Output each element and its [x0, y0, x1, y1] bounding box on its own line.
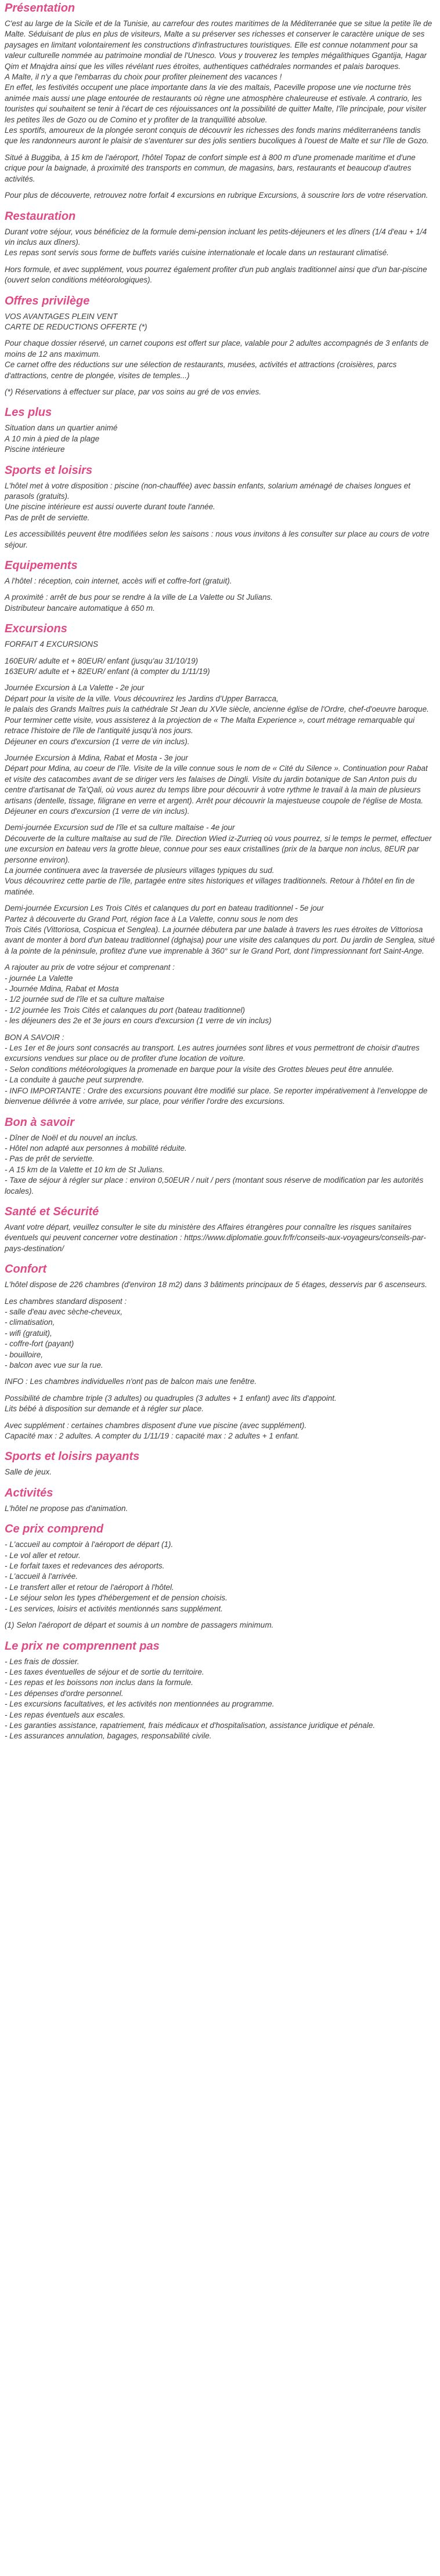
text-line: - Taxe de séjour à régler sur place : environ 0,50EUR / nuit / pers (montant sous réserve de modification par les autorités locales).: [5, 1176, 424, 1195]
text-line: L'hôtel met à votre disposition : piscine (non-chauffée) avec bassin enfants, solarium aménagé de chaises longues et parasols (gratuits).: [5, 481, 410, 501]
section-confort: [5, 1262, 435, 1441]
section-title: Les plus: [5, 406, 52, 419]
text-line: - L'accueil au comptoir à l'aéroport de départ (1).: [5, 1540, 174, 1549]
text-line: INFO : Les chambres individuelles n'ont pas de balcon mais une fenêtre.: [5, 1377, 257, 1386]
paragraph: [5, 1467, 435, 1477]
text-line: - salle d'eau avec sèche-cheveux,: [5, 1307, 122, 1316]
text-line: - Les assurances annulation, bagages, responsabilité civile.: [5, 1731, 212, 1741]
text-line: Pas de prêt de serviette.: [5, 513, 90, 522]
section-title: Ce prix comprend: [5, 1523, 104, 1536]
paragraph: [5, 1620, 435, 1631]
text-line: - climatisation,: [5, 1318, 55, 1327]
section-title: Présentation: [5, 2, 75, 15]
paragraph: [5, 683, 435, 747]
paragraph: [5, 753, 435, 817]
text-line: Salle de jeux.: [5, 1468, 52, 1477]
text-line: Avant votre départ, veuillez consulter le site du ministère des Affaires étrangères pour connaître les risques sanitaires éventuels qui peuvent concerner votre destination : https://www.diplomatie.gouv.fr/fr/conseils-aux-voyageurs/conseils-par-pays-destination/: [5, 1222, 426, 1253]
text-line: - Selon conditions météorologiques la promenade en barque pour la visite des Grottes bleues peut être annulée.: [5, 1064, 394, 1074]
paragraph: [5, 1222, 435, 1254]
paragraph: [5, 962, 435, 1026]
section-title: Santé et Sécurité: [5, 1205, 99, 1218]
text-line: VOS AVANTAGES PLEIN VENT: [5, 311, 118, 321]
section-title: Activités: [5, 1486, 53, 1499]
text-line: - wifi (gratuit),: [5, 1328, 52, 1338]
paragraph: [5, 1032, 435, 1107]
section-sportspayants: [5, 1450, 435, 1477]
paragraph: [5, 265, 435, 286]
paragraph: [5, 190, 435, 201]
text-line: Capacité max : 2 adultes. A compter du 1/11/19 : capacité max : 2 adultes + 1 enfant.: [5, 1432, 300, 1441]
section-noncompris: [5, 1639, 435, 1742]
text-line: Les chambres standard disposent :: [5, 1296, 127, 1306]
paragraph: [5, 481, 435, 524]
text-line: Distributeur bancaire automatique à 650 m.: [5, 603, 155, 613]
paragraph: [5, 656, 435, 677]
paragraph: [5, 823, 435, 897]
paragraph: [5, 1393, 435, 1415]
text-line: Possibilité de chambre triple (3 adultes) ou quadruples (3 adultes + 1 enfant) avec lits d'appoint.: [5, 1393, 337, 1403]
paragraph: [5, 1503, 435, 1514]
text-line: Pour chaque dossier réservé, un carnet coupons est offert sur place, valable pour 2 adultes accompagnés de 3 enfants de moins de 12 ans maximum.: [5, 339, 429, 358]
text-line: Situation dans un quartier animé: [5, 423, 118, 433]
text-line: Lits bébé à disposition sur demande et à régler sur place.: [5, 1404, 204, 1414]
text-line: Journée Excursion à La Valette - 2e jour: [5, 683, 145, 693]
paragraph: [5, 153, 435, 184]
text-line: Journée Excursion à Mdina, Rabat et Mosta - 3e jour: [5, 753, 188, 762]
text-line: - Les dépenses d'ordre personnel.: [5, 1689, 124, 1698]
text-line: - bouilloire,: [5, 1350, 44, 1359]
section-sante: [5, 1205, 435, 1254]
text-line: A Malte, il n'y a que l'embarras du choix pour profiter pleinement des vacances !: [5, 73, 282, 82]
section-offres: [5, 294, 435, 398]
section-title: Equipements: [5, 559, 78, 573]
text-line: Vous découvrirez cette partie de l'île, partagée entre sites historiques et villages traditionnels. Retour à l'hôtel en fin de matinée.: [5, 876, 415, 896]
paragraph: [5, 311, 435, 333]
text-line: - Les excursions facultatives, et les activités non mentionnées au programme.: [5, 1700, 275, 1709]
text-line: - Les garanties assistance, rapatriement, frais médicaux et d'hospitalisation, assistance juridique et pénale.: [5, 1720, 376, 1730]
text-line: Les sportifs, amoureux de la plongée seront conquis de découvrir les richesses des fonds marins méditerranéens tandis que les randonneurs auront le plaisir de s'aventurer sur des jolis sentiers bucoliques à l'ouest de Malte et sur l'île de Gozo.: [5, 126, 429, 146]
text-line: - Les taxes éventuelles de séjour et de sortie du territoire.: [5, 1667, 204, 1676]
section-title: Restauration: [5, 209, 76, 223]
paragraph: [5, 1296, 435, 1371]
text-line: L'hôtel dispose de 226 chambres (d'environ 18 m2) dans 3 bâtiments principaux de 5 étages, desservis par 6 ascenseurs.: [5, 1280, 427, 1289]
text-line: FORFAIT 4 EXCURSIONS: [5, 640, 99, 649]
text-line: Demi-journée Excursion Les Trois Cités et calanques du port en bateau traditionnel - 5e jour: [5, 904, 324, 913]
section-compris: [5, 1522, 435, 1631]
section-title: Offres privilège: [5, 294, 90, 307]
text-line: - 1/2 journée les Trois Cités et calanques du port (bateau traditionnel): [5, 1005, 245, 1015]
text-line: 163EUR/ adulte et + 82EUR/ enfant (à compter du 1/11/19): [5, 667, 210, 676]
text-line: Une piscine intérieure est aussi ouverte durant toute l'année.: [5, 502, 215, 512]
paragraph: [5, 1133, 435, 1197]
paragraph: [5, 423, 435, 455]
section-title: Confort: [5, 1263, 47, 1276]
text-line: Déjeuner en cours d'excursion (1 verre de vin inclus).: [5, 806, 190, 816]
text-line: (*) Réservations à effectuer sur place, par vos soins au gré de vos envies.: [5, 387, 261, 396]
section-restauration: [5, 209, 435, 286]
text-line: Déjeuner en cours d'excursion (1 verre de vin inclus).: [5, 737, 190, 746]
text-line: A rajouter au prix de votre séjour et comprenant :: [5, 963, 175, 972]
text-line: - La conduite à gauche peut surprendre.: [5, 1075, 145, 1085]
text-line: Demi-journée Excursion sud de l'île et sa culture maltaise - 4e jour: [5, 823, 235, 832]
text-line: - Les frais de dossier.: [5, 1657, 80, 1666]
text-line: - journée La Valette: [5, 973, 73, 983]
section-title: Sports et loisirs: [5, 463, 93, 477]
paragraph: [5, 1376, 435, 1387]
section-title: Le prix ne comprennent pas: [5, 1639, 160, 1653]
text-line: - Les repas et les boissons non inclus dans la formule.: [5, 1678, 193, 1687]
text-line: - Le séjour selon les types d'hébergement et de pension choisis.: [5, 1593, 228, 1603]
section-plus: [5, 405, 435, 455]
paragraph: [5, 1421, 435, 1442]
paragraph: [5, 1280, 435, 1290]
paragraph: [5, 576, 435, 586]
text-line: A 10 min à pied de la plage: [5, 434, 100, 443]
text-line: - Le forfait taxes et redevances des aéroports.: [5, 1561, 165, 1571]
text-line: Les repas sont servis sous forme de buffets variés cuisine internationale et locale dans un restaurant climatisé.: [5, 248, 389, 258]
paragraph: [5, 19, 435, 147]
paragraph: [5, 903, 435, 957]
text-line: - Le vol aller et retour.: [5, 1550, 81, 1560]
text-line: Départ pour la visite de la ville. Vous découvrirez les Jardins d'Upper Barracca,: [5, 694, 279, 703]
text-line: - Les repas éventuels aux escales.: [5, 1710, 125, 1719]
text-line: L'hôtel ne propose pas d'animation.: [5, 1503, 128, 1513]
text-line: Situé à Buggiba, à 15 km de l'aéroport, l'hôtel Topaz de confort simple est à 800 m d'une promenade maritime et d'une crique pour la baignade, à proximité des transports en commun, de magasins, bars, restaurants et beaucoup d'autres activités.: [5, 153, 416, 183]
text-line: - les déjeuners des 2e et 3e jours en cours d'excursion (1 verre de vin inclus): [5, 1016, 272, 1026]
text-line: Durant votre séjour, vous bénéficiez de la formule demi-pension incluant les petits-déjeuners et les dîners (1/4 d'eau + 1/4 vin inclus aux dîners).: [5, 227, 427, 247]
text-line: Hors formule, et avec supplément, vous pourrez également profiter d'un pub anglais traditionnel ainsi que d'un bar-piscine (ouvert selon conditions météorologiques).: [5, 265, 427, 285]
text-line: A proximité : arrêt de bus pour se rendre à la ville de La Valette ou St Julians.: [5, 593, 273, 602]
text-line: - Hôtel non adapté aux personnes à mobilité réduite.: [5, 1143, 187, 1153]
text-line: BON A SAVOIR :: [5, 1032, 64, 1042]
section-title: Bon à savoir: [5, 1115, 75, 1129]
text-line: Trois Cités (Vittoriosa, Cospicua et Senglea). La journée débutera par une balade à travers les rues étroites de Vittoriosa avant de monter à bord d'un bateau traditionnel (dghajsa) pour une visite des calanques du port. Du jardin de Senglea, situé à la pointe de la péninsule, profitez d'une vue imprenable à 360° sur le Grand Port, dont l'impressionnant fort Saint-Ange.: [5, 925, 435, 955]
text-line: Ce carnet offre des réductions sur une sélection de restaurants, musées, activités et attractions (croisières, parcs d'attractions, centre de plongée, visites de temples...): [5, 360, 397, 380]
text-line: - Les 1er et 8e jours sont consacrés au transport. Les autres journées sont libres et vous permettront de choisir d'autres excursions vendues sur place ou de profiter d'une location de voiture.: [5, 1044, 420, 1063]
section-excursions: [5, 622, 435, 1107]
paragraph: [5, 338, 435, 381]
section-equipements: [5, 559, 435, 614]
text-line: Départ pour Mdina, au coeur de l'île. Visite de la ville connue sous le nom de « Cité du Silence ». Continuation pour Rabat et visite des catacombes avant de se diriger vers les falaises de Dingli. Visite du jardin botanique de San Anton puis du centre d'artisanat de Ta'Qali, où vous aurez du temps libre pour découvrir à votre rythme le travail à la main de plusieurs artisans (dentelle, tissage, filigrane en verre et argent). Arrêt pour découvrir la majestueuse coupole de l'église de Mosta.: [5, 764, 428, 805]
text-line: - Pas de prêt de serviette.: [5, 1154, 95, 1164]
text-line: - Journée Mdina, Rabat et Mosta: [5, 984, 119, 994]
paragraph: [5, 227, 435, 259]
text-line: CARTE DE REDUCTIONS OFFERTE (*): [5, 322, 147, 331]
text-line: le palais des Grands Maîtres puis la cathédrale St Jean du XVIe siècle, ancienne église de l'Ordre, chef-d'oeuvre baroque. Pour terminer cette visite, vous assisterez à la projection de « The Malta Experience », court métrage remarquable qui retrace l'histoire de l'île de l'antiquité jusqu'à nos jours.: [5, 705, 429, 736]
section-presentation: [5, 1, 435, 201]
paragraph: [5, 639, 435, 650]
paragraph: [5, 387, 435, 397]
text-line: (1) Selon l'aéroport de départ et soumis à un nombre de passagers minimum.: [5, 1621, 274, 1630]
text-line: La journée continuera avec la traversée de plusieurs villages typiques du sud.: [5, 865, 275, 875]
text-line: - balcon avec vue sur la rue.: [5, 1361, 103, 1369]
section-bonasavoir: [5, 1115, 435, 1197]
text-line: A l'hôtel : réception, coin internet, accès wifi et coffre-fort (gratuit).: [5, 577, 232, 586]
text-line: - Les services, loisirs et activités mentionnés sans supplément.: [5, 1604, 223, 1613]
text-line: - L'accueil à l'arrivée.: [5, 1572, 78, 1581]
text-line: Les accessibilités peuvent être modifiées selon les saisons : nous vous invitons à les consulter sur place au cours de votre séjour.: [5, 530, 430, 549]
section-title: Sports et loisirs payants: [5, 1450, 140, 1463]
paragraph: [5, 1539, 435, 1614]
text-line: Avec supplément : certaines chambres disposent d'une vue piscine (avec supplément).: [5, 1421, 307, 1430]
text-line: C'est au large de la Sicile et de la Tunisie, au carrefour des routes maritimes de la Méditerranée que se situe la petite île de Malte. Séduisant de plus en plus de visiteurs, Malte a su préserver ses richesses et conserver le caractère unique de ses paysages en limitant volontairement les constructions d'infrastructures touristiques. Elle est connue notamment pour sa valeur culturelle nommée au patrimoine mondial de l'Unesco. Vous y trouverez les temples mégalithiques Ggantija, Hagar Qim et Mnajdra ainsi que les villes révélant rues étroites, authentiques cathédrales normandes et palais baroques.: [5, 19, 432, 71]
paragraph: [5, 529, 435, 550]
text-line: - A 15 km de la Valette et 10 km de St Julians.: [5, 1165, 165, 1174]
text-line: - 1/2 journée sud de l'île et sa culture maltaise: [5, 995, 164, 1004]
text-line: En effet, les festivités occupent une place importante dans la vie des maltais, Paceville propose une vie nocturne très animée mais aussi une plage entourée de restaurants où règne une atmosphère chaleureuse et estivale. A contrario, les touristes qui souhaitent se tenir à l'écart de ces réjouissances ont la possibilité de quitter Malte, l'île principale, pour visiter les petites îles de Gozo ou de Comino et y profiter de la tranquillité absolue.: [5, 83, 427, 124]
text-line: Pour plus de découverte, retrouvez notre forfait 4 excursions en rubrique Excursions, à souscrire lors de votre réservation.: [5, 191, 428, 200]
section-title: Excursions: [5, 622, 67, 636]
text-line: 160EUR/ adulte et + 80EUR/ enfant (jusqu'au 31/10/19): [5, 656, 199, 665]
paragraph: [5, 1657, 435, 1742]
text-line: - coffre-fort (payant): [5, 1339, 74, 1349]
text-line: - Le transfert aller et retour de l'aéroport à l'hôtel.: [5, 1582, 174, 1592]
section-sports: [5, 463, 435, 550]
text-line: Partez à découverte du Grand Port, région face à La Valette, connu sous le nom des: [5, 914, 298, 923]
text-line: Découverte de la culture maltaise au sud de l'île. Direction Wied iz-Zurrieq où vous pourrez, si le temps le permet, effectuer une excursion en bateau vers la grotte bleue, connue pour ses eaux cristallines (prix de la barque non inclus, 8EUR par personne environ).: [5, 834, 432, 864]
text-line: - INFO IMPORTANTE : Ordre des excursions pouvant être modifié sur place. Se reporter impérativement à l'enveloppe de bienvenue délivrée à votre arrivée, sur place, pour vérifier l'ordre des excursions.: [5, 1086, 428, 1106]
text-line: - Dîner de Noël et du nouvel an inclus.: [5, 1133, 138, 1142]
paragraph: [5, 592, 435, 614]
text-line: Piscine intérieure: [5, 445, 65, 454]
section-activites: [5, 1486, 435, 1514]
